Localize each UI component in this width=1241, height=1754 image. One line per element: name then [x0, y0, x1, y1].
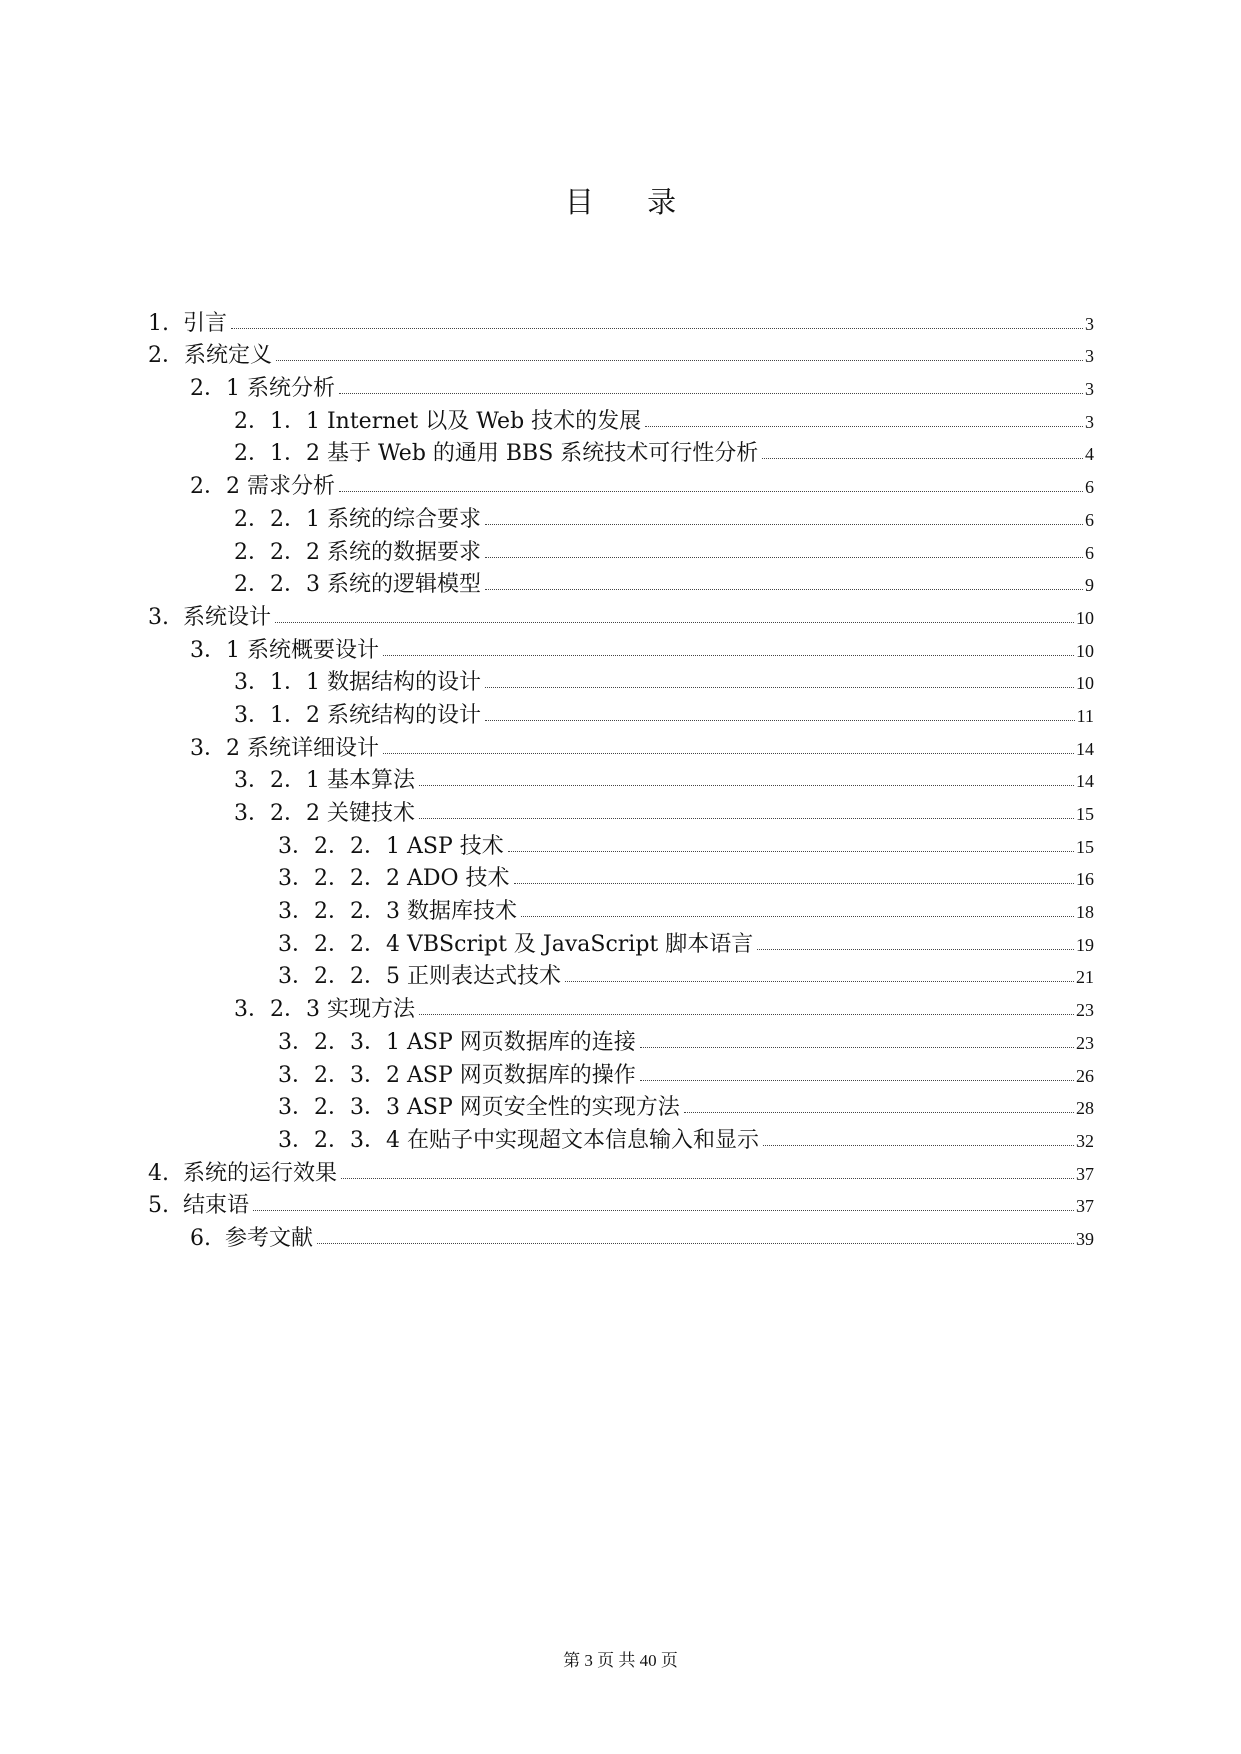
dot-leader — [253, 1210, 1074, 1211]
toc-entry[interactable] — [148, 598, 1094, 631]
dot-leader — [339, 491, 1083, 492]
toc-entry-label: 3．2．2．2 ADO 技术 — [278, 866, 510, 892]
dot-leader — [640, 1047, 1074, 1048]
dot-leader — [485, 720, 1075, 721]
toc-entry-page: 9 — [1085, 575, 1094, 596]
dot-leader — [231, 328, 1083, 329]
dot-leader — [485, 687, 1074, 688]
toc-entry-page: 4 — [1085, 444, 1094, 465]
toc-entry-page: 18 — [1076, 902, 1094, 923]
toc-entry-label: 3．2．3．4 在贴子中实现超文本信息输入和显示 — [278, 1127, 759, 1153]
toc-entry-label: 3．2．2．5 正则表达式技术 — [278, 964, 561, 990]
dot-leader — [419, 818, 1074, 819]
toc-entry-label: 3．1．2 系统结构的设计 — [234, 702, 481, 728]
toc-entry-page: 11 — [1076, 705, 1094, 726]
toc-entry-label: 3．2．3．2 ASP 网页数据库的操作 — [278, 1062, 636, 1088]
toc-entry[interactable] — [148, 762, 1094, 795]
dot-leader — [521, 916, 1074, 917]
toc-entry-label: 3. 系统设计 — [148, 604, 271, 630]
toc-entry-label: 3．2．2．4 VBScript 及 JavaScript 脚本语言 — [278, 931, 754, 957]
toc-entry-label: 5. 结束语 — [148, 1193, 249, 1219]
toc-entry-page: 6 — [1085, 542, 1094, 563]
toc-entry-page: 15 — [1076, 836, 1094, 857]
toc-entry-label: 3．2．2．1 ASP 技术 — [278, 833, 504, 859]
toc-entry-page: 39 — [1076, 1228, 1094, 1249]
toc-entry[interactable] — [148, 1121, 1094, 1154]
dot-leader — [383, 655, 1074, 656]
toc-entry-page: 26 — [1076, 1065, 1094, 1086]
dot-leader — [485, 524, 1083, 525]
dot-leader — [419, 785, 1074, 786]
toc-title: 目 录 — [564, 185, 699, 219]
toc-entry-label: 3．2．2 关键技术 — [234, 801, 415, 826]
toc-entry[interactable] — [148, 435, 1094, 468]
toc-entry-label: 3．2．2．3 数据库技术 — [278, 899, 517, 925]
toc-entry[interactable] — [148, 1187, 1094, 1220]
toc-entry[interactable] — [148, 566, 1094, 599]
page-footer: 第 3 页 共 40 页 — [563, 1651, 678, 1670]
dot-leader — [275, 622, 1074, 623]
dot-leader — [514, 883, 1074, 884]
toc-entry[interactable] — [148, 729, 1094, 762]
toc-entry[interactable] — [148, 958, 1094, 991]
toc-entry-page: 37 — [1076, 1163, 1094, 1184]
toc-entry-label: 2．1．2 基于 Web 的通用 BBS 系统技术可行性分析 — [234, 441, 759, 467]
toc-entry-label: 3．1 系统概要设计 — [190, 637, 379, 663]
dot-leader — [339, 393, 1083, 394]
toc-entry[interactable] — [148, 533, 1094, 566]
toc-entry-label: 1. 引言 — [148, 310, 227, 336]
toc-entry-page: 10 — [1076, 607, 1094, 628]
toc-entry-page: 10 — [1076, 640, 1094, 661]
dot-leader — [383, 753, 1074, 754]
dot-leader — [419, 1014, 1074, 1015]
dot-leader — [762, 458, 1083, 459]
toc-entry-label: 3．2．3．1 ASP 网页数据库的连接 — [278, 1029, 636, 1055]
toc-entry-page: 21 — [1076, 967, 1094, 988]
toc-entry-page: 28 — [1076, 1098, 1094, 1119]
toc-entry[interactable] — [148, 402, 1094, 435]
toc-entry[interactable] — [148, 794, 1094, 827]
table-of-contents — [148, 304, 1094, 1252]
toc-entry-label: 2．2 需求分析 — [190, 474, 335, 500]
toc-entry[interactable] — [148, 664, 1094, 697]
toc-entry-label: 2．2．2 系统的数据要求 — [234, 539, 481, 565]
dot-leader — [341, 1178, 1074, 1179]
dot-leader — [485, 557, 1083, 558]
toc-entry-page: 3 — [1085, 379, 1094, 400]
toc-entry[interactable] — [148, 337, 1094, 370]
toc-entry[interactable] — [148, 1089, 1094, 1122]
toc-entry-label: 2．1．1 Internet 以及 Web 技术的发展 — [234, 408, 642, 434]
dot-leader — [317, 1243, 1074, 1244]
toc-entry-page: 3 — [1085, 411, 1094, 432]
toc-entry[interactable] — [148, 1154, 1094, 1187]
toc-entry-page: 37 — [1076, 1196, 1094, 1217]
toc-entry-page: 6 — [1085, 477, 1094, 498]
toc-entry[interactable] — [148, 1219, 1094, 1252]
toc-entry-label: 3．2．3．3 ASP 网页安全性的实现方法 — [278, 1095, 680, 1121]
toc-entry[interactable] — [148, 892, 1094, 925]
toc-entry[interactable] — [148, 925, 1094, 958]
dot-leader — [684, 1112, 1074, 1113]
dot-leader — [485, 589, 1083, 590]
toc-entry[interactable] — [148, 696, 1094, 729]
dot-leader — [763, 1145, 1074, 1146]
toc-entry-page: 3 — [1085, 313, 1094, 334]
toc-entry-label: 2．2．1 系统的综合要求 — [234, 506, 481, 532]
toc-entry[interactable] — [148, 631, 1094, 664]
toc-entry-page: 16 — [1076, 869, 1094, 890]
toc-entry[interactable] — [148, 1023, 1094, 1056]
dot-leader — [757, 949, 1074, 950]
toc-entry-page: 23 — [1076, 1000, 1094, 1021]
toc-entry-label: 3．2．1 基本算法 — [234, 768, 415, 794]
toc-entry[interactable] — [148, 860, 1094, 893]
toc-entry-label: 3．2．3 实现方法 — [234, 997, 415, 1023]
toc-entry-page: 3 — [1085, 346, 1094, 367]
toc-entry[interactable] — [148, 827, 1094, 860]
toc-entry-page: 23 — [1076, 1032, 1094, 1053]
toc-entry-page: 14 — [1076, 771, 1094, 792]
toc-entry-label: 3．1．1 数据结构的设计 — [234, 670, 481, 696]
toc-entry[interactable] — [148, 304, 1094, 337]
toc-entry-page: 10 — [1076, 673, 1094, 694]
toc-entry-label: 6. 参考文献 — [190, 1225, 313, 1251]
toc-entry-page: 19 — [1076, 934, 1094, 955]
toc-entry-page: 32 — [1076, 1130, 1094, 1151]
toc-entry[interactable] — [148, 500, 1094, 533]
dot-leader — [565, 981, 1074, 982]
toc-entry-label: 2．1 系统分析 — [190, 376, 335, 402]
dot-leader — [640, 1080, 1074, 1081]
toc-entry[interactable] — [148, 369, 1094, 402]
toc-entry-label: 2．2．3 系统的逻辑模型 — [234, 572, 481, 598]
toc-entry[interactable] — [148, 990, 1094, 1023]
toc-entry[interactable] — [148, 467, 1094, 500]
toc-entry-page: 15 — [1076, 804, 1094, 824]
toc-entry-label: 4. 系统的运行效果 — [148, 1160, 337, 1186]
toc-entry-page: 14 — [1076, 738, 1094, 759]
toc-entry[interactable] — [148, 1056, 1094, 1089]
toc-entry-page: 6 — [1085, 509, 1094, 530]
dot-leader — [276, 360, 1083, 361]
dot-leader — [508, 851, 1074, 852]
toc-entry-label: 3．2 系统详细设计 — [190, 735, 379, 761]
dot-leader — [645, 426, 1083, 427]
toc-entry-label: 2．系统定义 — [148, 343, 272, 369]
